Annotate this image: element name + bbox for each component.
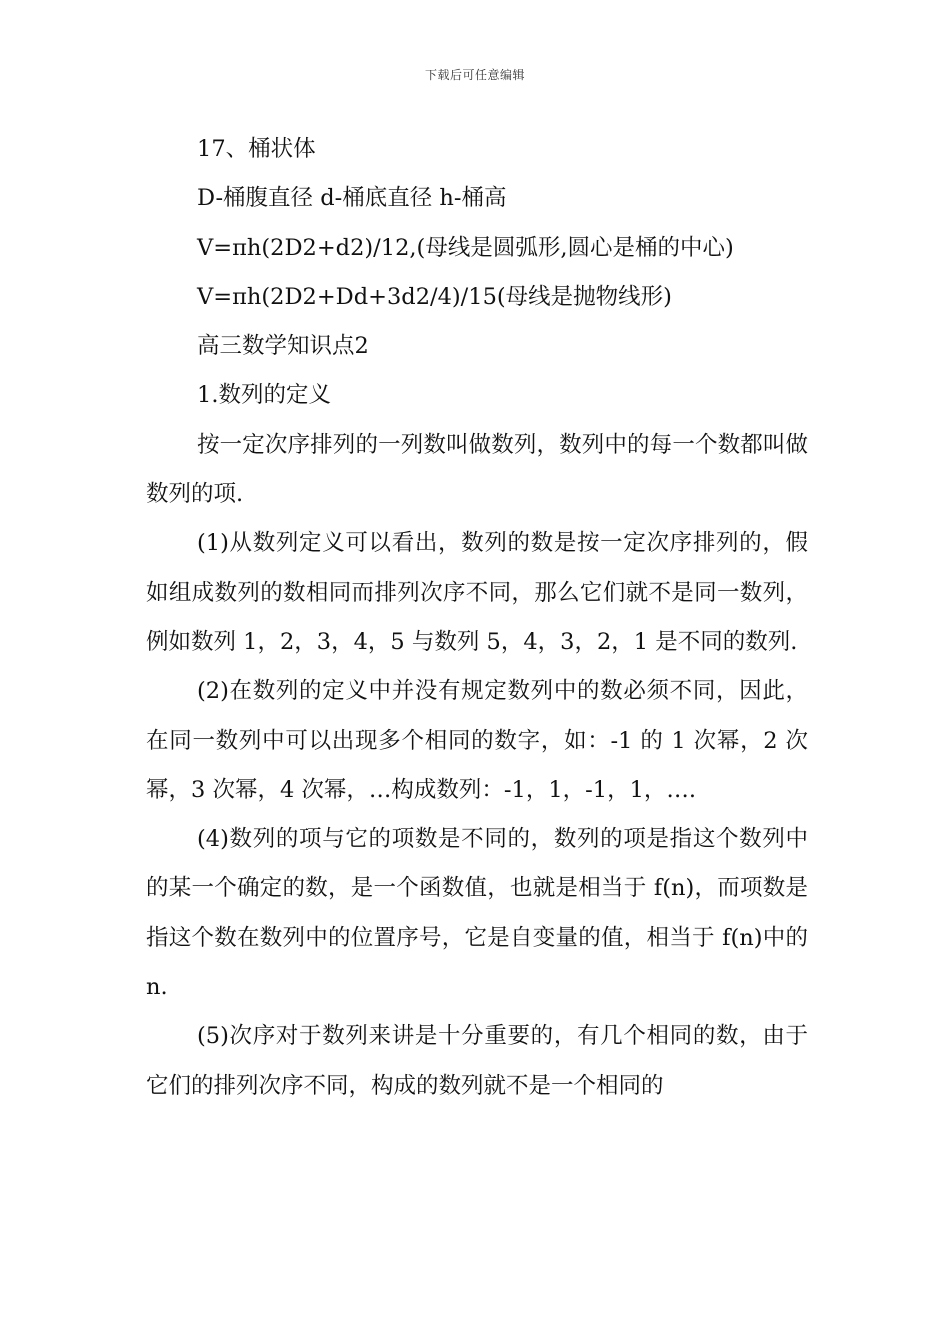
variable-definitions: D-桶腹直径 d-桶底直径 h-桶高 bbox=[197, 185, 507, 212]
paragraph-definition: 按一定次序排列的一列数叫做数列，数列中的每一个数都叫做数列的项. bbox=[146, 431, 808, 508]
document-body bbox=[146, 125, 808, 1111]
formula-arc: V=πh(2D2+d2)/12,(母线是圆弧形,圆心是桶的中心) bbox=[197, 234, 734, 261]
subheading-sequence-definition: 1.数列的定义 bbox=[197, 382, 331, 409]
paragraph-point-2: (2)在数列的定义中并没有规定数列中的数必须不同，因此，在同一数列中可以出现多个相同的数字，如：-1 的 1 次幂，2 次幂，3 次幂，4 次幂，…构成数列：-1，1，-1，1，…. bbox=[146, 678, 808, 803]
section-heading-barrel: 17、桶状体 bbox=[197, 136, 316, 162]
page-header: 下载后可任意编辑 bbox=[424, 68, 525, 82]
formula-parabola: V=πh(2D2+Dd+3d2/4)/15(母线是抛物线形) bbox=[197, 283, 672, 310]
section-heading-knowledge-2: 高三数学知识点2 bbox=[197, 333, 369, 360]
paragraph-point-4: (4)数列的项与它的项数是不同的，数列的项是指这个数列中的某一个确定的数，是一个函数值，也就是相当于 f(n)，而项数是指这个数在数列中的位置序号，它是自变量的值，相当于 f(n)中的 n. bbox=[146, 826, 808, 1001]
paragraph-point-1: (1)从数列定义可以看出，数列的数是按一定次序排列的，假如组成数列的数相同而排列次序不同，那么它们就不是同一数列，例如数列 1，2，3，4，5 与数列 5，4，3，2，1 是不同的数列. bbox=[146, 530, 808, 655]
paragraph-point-5: (5)次序对于数列来讲是十分重要的，有几个相同的数，由于它们的排列次序不同，构成的数列就不是一个相同的 bbox=[146, 1023, 808, 1099]
